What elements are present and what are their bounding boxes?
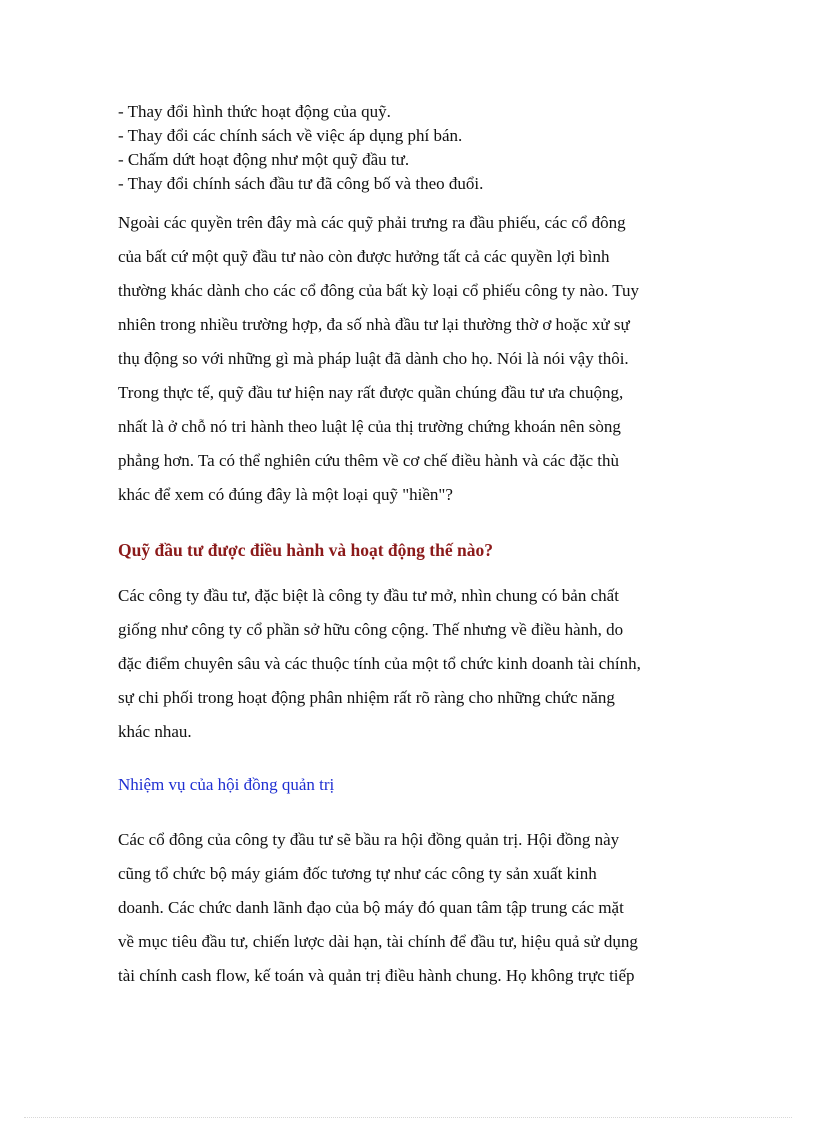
- subsection-heading: Nhiệm vụ của hội đồng quản trị: [118, 775, 335, 794]
- text-line: của bất cứ một quỹ đầu tư nào còn được hưởng tất cả các quyền lợi bình: [118, 247, 610, 266]
- paragraph-operations: [118, 579, 641, 749]
- text-line: thường khác dành cho các cổ đông của bất kỳ loại cổ phiếu công ty nào. Tuy: [118, 281, 639, 300]
- text-line: về mục tiêu đầu tư, chiến lược dài hạn, tài chính để đầu tư, hiệu quả sử dụng: [118, 932, 638, 951]
- text-line: Các công ty đầu tư, đặc biệt là công ty đầu tư mở, nhìn chung có bản chất: [118, 586, 619, 605]
- list-item: - Thay đổi chính sách đầu tư đã công bố và theo đuổi.: [118, 174, 484, 193]
- text-line: Ngoài các quyền trên đây mà các quỹ phải trưng ra đầu phiếu, các cổ đông: [118, 213, 626, 232]
- text-line: Các cổ đông của công ty đầu tư sẽ bầu ra hội đồng quản trị. Hội đồng này: [118, 830, 620, 849]
- list-item: - Thay đổi hình thức hoạt động của quỹ.: [118, 102, 391, 121]
- text-line: sự chi phối trong hoạt động phân nhiệm rất rõ ràng cho những chức năng: [118, 688, 615, 707]
- list-item: - Chấm dứt hoạt động như một quỹ đầu tư.: [118, 150, 410, 169]
- list-item: - Thay đổi các chính sách về việc áp dụng phí bán.: [118, 126, 463, 145]
- text-line: thụ động so với những gì mà pháp luật đã dành cho họ. Nói là nói vậy thôi.: [118, 349, 629, 368]
- text-line: cũng tổ chức bộ máy giám đốc tương tự như các công ty sản xuất kinh: [118, 864, 597, 883]
- bullet-list: [118, 100, 483, 196]
- text-line: nhất là ở chỗ nó tri hành theo luật lệ của thị trường chứng khoán nên sòng: [118, 417, 621, 436]
- page-bottom-divider: [24, 1117, 792, 1118]
- text-line: nhiên trong nhiều trường hợp, đa số nhà đầu tư lại thường thờ ơ hoặc xử sự: [118, 315, 630, 334]
- text-line: Trong thực tế, quỹ đầu tư hiện nay rất được quần chúng đầu tư ưa chuộng,: [118, 383, 624, 402]
- text-line: phẳng hơn. Ta có thể nghiên cứu thêm về cơ chế điều hành và các đặc thù: [118, 451, 620, 470]
- text-line: khác để xem có đúng đây là một loại quỹ "hiền"?: [118, 485, 453, 504]
- text-line: giống như công ty cổ phần sở hữu công cộng. Thế nhưng về điều hành, do: [118, 620, 624, 639]
- text-line: tài chính cash flow, kế toán và quản trị điều hành chung. Họ không trực tiếp: [118, 966, 635, 985]
- paragraph-rights: [118, 206, 639, 512]
- text-line: doanh. Các chức danh lãnh đạo của bộ máy đó quan tâm tập trung các mặt: [118, 898, 624, 917]
- text-line: khác nhau.: [118, 722, 192, 741]
- paragraph-board: [118, 823, 638, 993]
- section-heading: Quỹ đầu tư được điều hành và hoạt động thế nào?: [118, 540, 493, 560]
- text-line: đặc điểm chuyên sâu và các thuộc tính của một tổ chức kinh doanh tài chính,: [118, 654, 641, 673]
